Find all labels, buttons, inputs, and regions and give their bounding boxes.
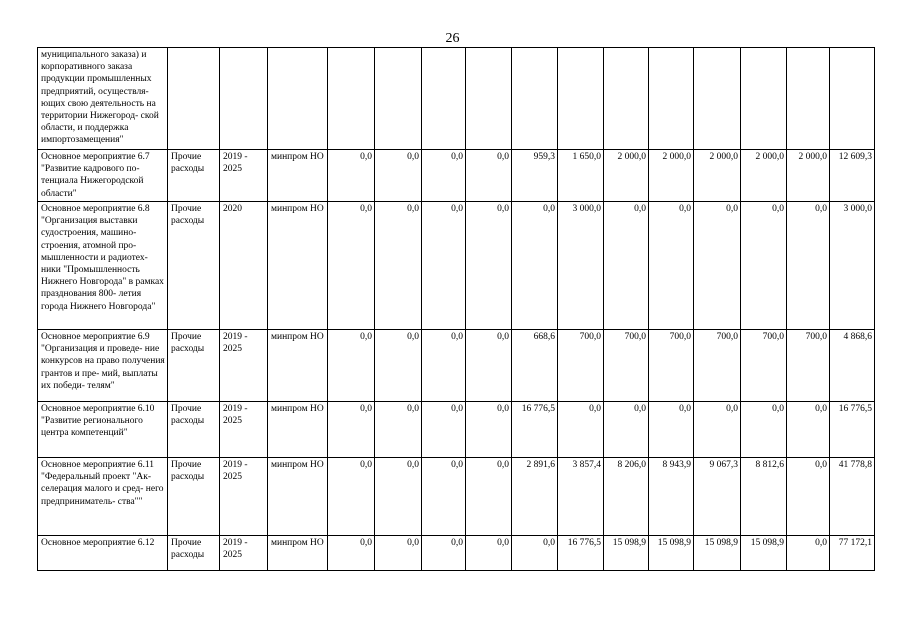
event-name-cell: муниципального заказа) и корпоративного заказа продукции промышленных предприятий, осуществля- ющих свою деятельность на территории Нижегород- ской области, и поддержка импортозамещения" bbox=[38, 48, 168, 150]
amount-cell: 0,0 bbox=[375, 150, 422, 202]
table-body bbox=[38, 48, 875, 571]
budget-table bbox=[37, 47, 875, 571]
years-cell: 2019 - 2025 bbox=[220, 536, 268, 571]
amount-cell: 0,0 bbox=[422, 330, 466, 402]
amount-cell: 0,0 bbox=[375, 536, 422, 571]
amount-cell: 3 857,4 bbox=[558, 458, 604, 536]
amount-cell: 0,0 bbox=[375, 458, 422, 536]
amount-cell bbox=[375, 48, 422, 150]
funding-source-cell: Прочие расходы bbox=[168, 536, 220, 571]
amount-cell: 0,0 bbox=[787, 536, 830, 571]
amount-cell: 4 868,6 bbox=[830, 330, 875, 402]
amount-cell: 3 000,0 bbox=[830, 202, 875, 330]
amount-cell: 2 000,0 bbox=[694, 150, 741, 202]
page-number: 26 bbox=[445, 31, 460, 46]
event-name-cell: Основное мероприятие 6.8 "Организация выставки судостроения, машино- строения, атомной про- мышленности и радиотех- ники "Промышленность Нижнего Новгорода" в рамках празднования 800- летия города Нижнего Новгорода" bbox=[38, 202, 168, 330]
amount-cell: 700,0 bbox=[741, 330, 787, 402]
amount-cell: 668,6 bbox=[512, 330, 558, 402]
amount-cell: 9 067,3 bbox=[694, 458, 741, 536]
amount-cell: 700,0 bbox=[604, 330, 649, 402]
years-cell: 2019 - 2025 bbox=[220, 402, 268, 458]
executor-cell: минпром НО bbox=[268, 150, 328, 202]
years-cell: 2019 - 2025 bbox=[220, 458, 268, 536]
years-cell: 2019 - 2025 bbox=[220, 150, 268, 202]
table-row bbox=[38, 150, 875, 202]
amount-cell: 2 000,0 bbox=[649, 150, 694, 202]
executor-cell: минпром НО bbox=[268, 330, 328, 402]
amount-cell bbox=[558, 48, 604, 150]
amount-cell: 959,3 bbox=[512, 150, 558, 202]
amount-cell bbox=[694, 48, 741, 150]
amount-cell: 700,0 bbox=[558, 330, 604, 402]
event-name-cell: Основное мероприятие 6.12 bbox=[38, 536, 168, 571]
table-row bbox=[38, 458, 875, 536]
funding-source-cell: Прочие расходы bbox=[168, 402, 220, 458]
amount-cell: 0,0 bbox=[694, 402, 741, 458]
years-cell: 2019 - 2025 bbox=[220, 330, 268, 402]
amount-cell: 0,0 bbox=[422, 458, 466, 536]
amount-cell: 2 891,6 bbox=[512, 458, 558, 536]
funding-source-cell bbox=[168, 48, 220, 150]
amount-cell: 0,0 bbox=[512, 536, 558, 571]
table-row bbox=[38, 202, 875, 330]
years-cell: 2020 bbox=[220, 202, 268, 330]
amount-cell: 3 000,0 bbox=[558, 202, 604, 330]
amount-cell bbox=[422, 48, 466, 150]
amount-cell: 0,0 bbox=[466, 402, 512, 458]
amount-cell: 0,0 bbox=[328, 458, 375, 536]
amount-cell: 1 650,0 bbox=[558, 150, 604, 202]
amount-cell: 0,0 bbox=[787, 202, 830, 330]
event-name-cell: Основное мероприятие 6.7 "Развитие кадрового по- тенциала Нижегородской области" bbox=[38, 150, 168, 202]
amount-cell: 0,0 bbox=[787, 458, 830, 536]
amount-cell bbox=[649, 48, 694, 150]
amount-cell: 2 000,0 bbox=[787, 150, 830, 202]
amount-cell: 0,0 bbox=[328, 202, 375, 330]
amount-cell bbox=[787, 48, 830, 150]
amount-cell: 0,0 bbox=[604, 402, 649, 458]
executor-cell bbox=[268, 48, 328, 150]
amount-cell: 0,0 bbox=[422, 402, 466, 458]
amount-cell: 77 172,1 bbox=[830, 536, 875, 571]
amount-cell bbox=[328, 48, 375, 150]
amount-cell: 0,0 bbox=[375, 202, 422, 330]
executor-cell: минпром НО bbox=[268, 458, 328, 536]
amount-cell: 8 943,9 bbox=[649, 458, 694, 536]
amount-cell: 0,0 bbox=[466, 330, 512, 402]
amount-cell: 0,0 bbox=[466, 150, 512, 202]
amount-cell: 0,0 bbox=[466, 202, 512, 330]
amount-cell: 16 776,5 bbox=[558, 536, 604, 571]
amount-cell bbox=[512, 48, 558, 150]
amount-cell bbox=[466, 48, 512, 150]
amount-cell: 0,0 bbox=[466, 458, 512, 536]
amount-cell: 0,0 bbox=[558, 402, 604, 458]
amount-cell: 700,0 bbox=[694, 330, 741, 402]
event-name-cell: Основное мероприятие 6.11 "Федеральный проект "Ак- селерация малого и сред- него предприниматель- ства"" bbox=[38, 458, 168, 536]
table-row bbox=[38, 536, 875, 571]
amount-cell: 0,0 bbox=[328, 150, 375, 202]
amount-cell: 0,0 bbox=[741, 202, 787, 330]
amount-cell: 0,0 bbox=[375, 402, 422, 458]
amount-cell: 0,0 bbox=[422, 536, 466, 571]
amount-cell: 0,0 bbox=[328, 536, 375, 571]
amount-cell: 0,0 bbox=[422, 150, 466, 202]
amount-cell: 0,0 bbox=[741, 402, 787, 458]
amount-cell: 15 098,9 bbox=[649, 536, 694, 571]
amount-cell: 41 778,8 bbox=[830, 458, 875, 536]
funding-source-cell: Прочие расходы bbox=[168, 330, 220, 402]
amount-cell: 0,0 bbox=[512, 202, 558, 330]
amount-cell: 15 098,9 bbox=[604, 536, 649, 571]
amount-cell: 16 776,5 bbox=[512, 402, 558, 458]
amount-cell: 700,0 bbox=[649, 330, 694, 402]
amount-cell bbox=[604, 48, 649, 150]
amount-cell: 0,0 bbox=[649, 402, 694, 458]
executor-cell: минпром НО bbox=[268, 202, 328, 330]
amount-cell: 8 206,0 bbox=[604, 458, 649, 536]
amount-cell: 700,0 bbox=[787, 330, 830, 402]
amount-cell: 2 000,0 bbox=[741, 150, 787, 202]
amount-cell bbox=[830, 48, 875, 150]
table-row bbox=[38, 402, 875, 458]
amount-cell: 8 812,6 bbox=[741, 458, 787, 536]
table-row bbox=[38, 48, 875, 150]
amount-cell: 0,0 bbox=[375, 330, 422, 402]
table-row bbox=[38, 330, 875, 402]
funding-source-cell: Прочие расходы bbox=[168, 150, 220, 202]
event-name-cell: Основное мероприятие 6.10 "Развитие регионального центра компетенций" bbox=[38, 402, 168, 458]
amount-cell: 0,0 bbox=[328, 402, 375, 458]
years-cell bbox=[220, 48, 268, 150]
amount-cell: 15 098,9 bbox=[694, 536, 741, 571]
amount-cell: 0,0 bbox=[787, 402, 830, 458]
amount-cell: 0,0 bbox=[604, 202, 649, 330]
amount-cell: 15 098,9 bbox=[741, 536, 787, 571]
executor-cell: минпром НО bbox=[268, 536, 328, 571]
amount-cell: 0,0 bbox=[422, 202, 466, 330]
amount-cell: 12 609,3 bbox=[830, 150, 875, 202]
amount-cell: 16 776,5 bbox=[830, 402, 875, 458]
amount-cell: 0,0 bbox=[466, 536, 512, 571]
amount-cell bbox=[741, 48, 787, 150]
funding-source-cell: Прочие расходы bbox=[168, 458, 220, 536]
executor-cell: минпром НО bbox=[268, 402, 328, 458]
event-name-cell: Основное мероприятие 6.9 "Организация и проведе- ние конкурсов на право получения грантов и пре- мий, выплаты их победи- телям" bbox=[38, 330, 168, 402]
funding-source-cell: Прочие расходы bbox=[168, 202, 220, 330]
amount-cell: 0,0 bbox=[694, 202, 741, 330]
amount-cell: 0,0 bbox=[649, 202, 694, 330]
amount-cell: 2 000,0 bbox=[604, 150, 649, 202]
amount-cell: 0,0 bbox=[328, 330, 375, 402]
